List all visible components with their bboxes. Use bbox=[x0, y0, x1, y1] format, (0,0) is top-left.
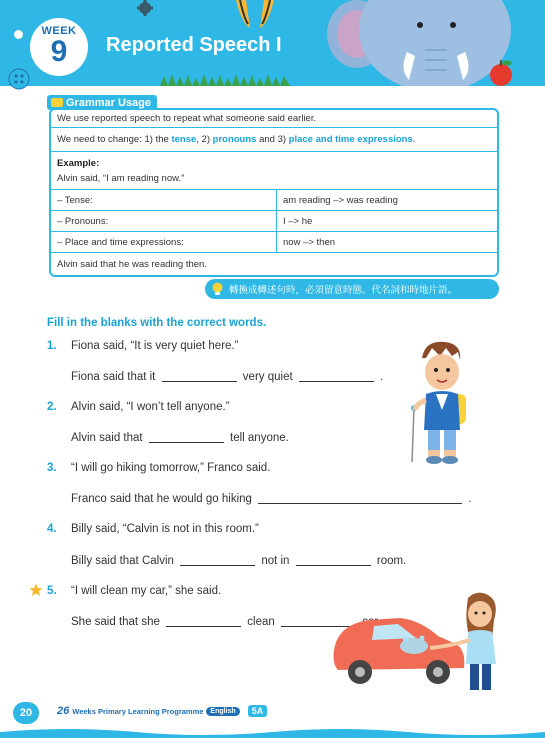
gear-icon bbox=[132, 0, 158, 22]
page-header bbox=[0, 0, 545, 86]
footer-programme bbox=[57, 705, 267, 717]
question-number: 5. bbox=[47, 585, 57, 597]
change-prefix: We need to change: 1) the bbox=[57, 134, 172, 145]
question-prompt: Alvin said, “I won’t tell anyone.” bbox=[71, 401, 230, 413]
change-pronouns: pronouns bbox=[212, 134, 257, 145]
grammar-change bbox=[51, 128, 497, 152]
question-number: 2. bbox=[47, 401, 57, 413]
answer-text: . bbox=[468, 493, 472, 505]
change-tense: tense bbox=[171, 134, 197, 145]
dot-icon bbox=[14, 30, 23, 39]
grammar-row-pronouns bbox=[51, 211, 497, 232]
answer-blank[interactable] bbox=[296, 554, 371, 566]
grammar-usage-tag bbox=[47, 95, 157, 110]
grammar-final: Alvin said that he was reading then. bbox=[57, 258, 207, 270]
book-icon bbox=[51, 98, 63, 107]
week-badge bbox=[30, 18, 88, 76]
question-number: 1. bbox=[47, 340, 57, 352]
question-1 bbox=[47, 340, 238, 352]
question-prompt: “I will go hiking tomorrow,” Franco said. bbox=[71, 462, 271, 474]
apple-icon bbox=[484, 58, 518, 86]
question-prompt: Billy said, “Calvin is not in this room.” bbox=[71, 523, 259, 535]
row-value: I –> he bbox=[283, 215, 313, 227]
question-prompt: Fiona said, “It is very quiet here.” bbox=[71, 340, 239, 352]
answer-blank[interactable] bbox=[258, 492, 462, 504]
answer-1 bbox=[71, 370, 383, 383]
answer-text: Franco said that he would go hiking bbox=[71, 493, 252, 505]
row-label: – Tense: bbox=[51, 190, 277, 210]
change-mid2: and 3) bbox=[256, 134, 289, 145]
answer-text: Alvin said that bbox=[71, 432, 143, 444]
question-number: 4. bbox=[47, 523, 57, 535]
question-3 bbox=[47, 462, 270, 474]
lightbulb-icon bbox=[211, 282, 224, 296]
grammar-example bbox=[51, 152, 497, 190]
week-label: WEEK bbox=[41, 25, 77, 37]
row-value: am reading –> was reading bbox=[283, 194, 398, 206]
programme-name: Weeks Primary Learning Programme bbox=[72, 706, 204, 716]
question-number: 3. bbox=[47, 462, 57, 474]
change-suffix: . bbox=[412, 134, 416, 145]
answer-blank[interactable] bbox=[166, 615, 241, 627]
question-5 bbox=[47, 585, 221, 597]
grass-illustration bbox=[160, 72, 290, 86]
answer-2 bbox=[71, 431, 289, 444]
hiking-boy-illustration bbox=[400, 338, 480, 466]
week-number: 9 bbox=[50, 35, 68, 68]
note-text: 轉換成轉述句時，必須留意時態、代名詞和時地片語。 bbox=[229, 285, 458, 296]
chinese-note bbox=[205, 279, 499, 299]
star-icon bbox=[29, 583, 43, 597]
page-footer bbox=[0, 698, 545, 738]
answer-text: not in bbox=[261, 555, 290, 567]
example-sentence: Alvin said, “I am reading now.” bbox=[57, 172, 185, 184]
grammar-row-place-time bbox=[51, 232, 497, 253]
answer-text: Fiona said that it bbox=[71, 371, 156, 383]
answer-text: She said that she bbox=[71, 616, 160, 628]
row-label: – Pronouns: bbox=[51, 211, 277, 231]
answer-text: very quiet bbox=[242, 371, 293, 383]
row-value: now –> then bbox=[283, 236, 336, 248]
question-4 bbox=[47, 523, 259, 535]
answer-3 bbox=[71, 492, 472, 505]
answer-text: . bbox=[380, 371, 384, 383]
footer-wave bbox=[0, 726, 545, 738]
answer-text: Billy said that Calvin bbox=[71, 555, 174, 567]
row-label: – Place and time expressions: bbox=[51, 232, 277, 252]
question-prompt: “I will clean my car,” she said. bbox=[71, 585, 222, 597]
subject-badge: English bbox=[206, 707, 239, 716]
change-mid1: , 2) bbox=[196, 134, 213, 145]
page-title: Reported Speech I bbox=[106, 34, 282, 56]
change-place: place and time expressions bbox=[288, 134, 413, 145]
exercise-title: Fill in the blanks with the correct words. bbox=[47, 317, 267, 329]
answer-text: tell anyone. bbox=[230, 432, 289, 444]
grammar-box bbox=[49, 108, 499, 277]
grammar-tag-label: Grammar Usage bbox=[66, 96, 151, 109]
button-icon bbox=[8, 68, 30, 90]
answer-blank[interactable] bbox=[162, 370, 237, 382]
answer-4 bbox=[71, 554, 406, 567]
answer-blank[interactable] bbox=[149, 431, 224, 443]
grammar-intro: We use reported speech to repeat what someone said earlier. bbox=[51, 110, 497, 128]
grammar-row-tense bbox=[51, 190, 497, 211]
programme-logo: 26 bbox=[57, 705, 70, 717]
page-number: 20 bbox=[13, 702, 39, 724]
answer-text: room. bbox=[376, 555, 407, 567]
answer-blank[interactable] bbox=[180, 554, 255, 566]
level-badge: 5A bbox=[248, 705, 268, 717]
question-2 bbox=[47, 401, 230, 413]
answer-blank[interactable] bbox=[299, 370, 374, 382]
car-washing-illustration bbox=[330, 590, 510, 695]
answer-text: clean bbox=[247, 616, 275, 628]
example-label: Example: bbox=[57, 157, 100, 169]
cat-ears-illustration bbox=[232, 0, 278, 30]
